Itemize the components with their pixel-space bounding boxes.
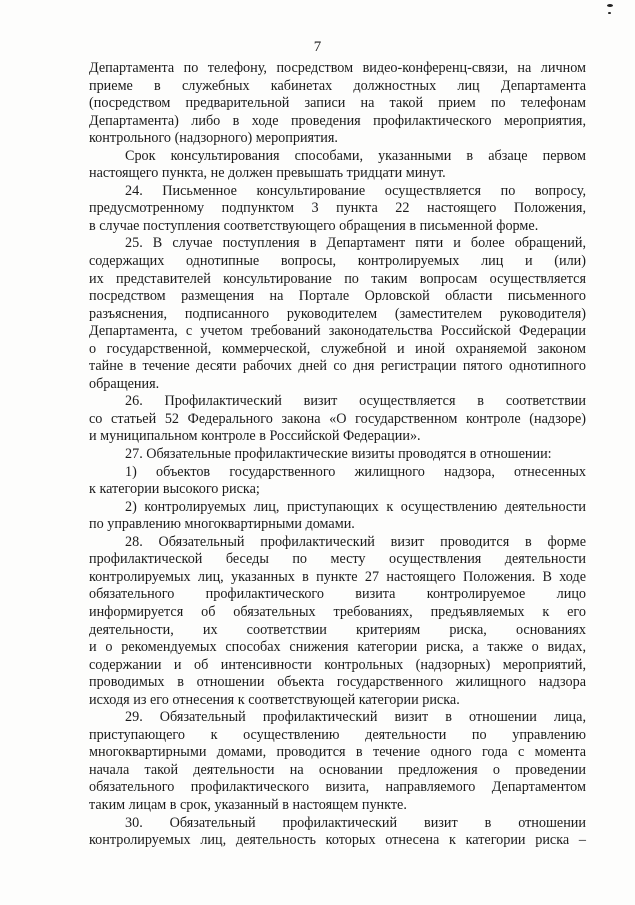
text-line: многоквартирными домами, проводится в течение одного года с момента bbox=[89, 744, 586, 761]
document-body bbox=[89, 60, 586, 850]
text-line: и о рекомендуемых способах снижения категории риска, а также о видах, bbox=[89, 639, 586, 656]
text-line: со статьей 52 Федерального закона «О государственном контроле (надзоре) bbox=[89, 410, 586, 427]
text-line: 24. Письменное консультирование осуществляется по вопросу, bbox=[125, 182, 586, 199]
text-line: по управлению многоквартирными домами. bbox=[89, 516, 355, 533]
text-line: Департамента) либо в ходе проведения профилактического мероприятия, bbox=[89, 112, 586, 129]
text-line: контролируемых лиц, указанных в пункте 27 настоящего Положения. В ходе bbox=[89, 568, 586, 585]
text-line: 26. Профилактический визит осуществляется в соответствии bbox=[125, 393, 586, 410]
text-line: таким лицам в срок, указанный в настоящем пункте. bbox=[89, 796, 407, 813]
scan-speck bbox=[607, 4, 613, 7]
text-line: 30. Обязательный профилактический визит в отношении bbox=[125, 814, 586, 831]
text-line: 25. В случае поступления в Департамент пяти и более обращений, bbox=[125, 235, 586, 252]
text-line: обязательного профилактического визита контролируемое лицо bbox=[89, 586, 586, 603]
scan-speck bbox=[608, 12, 611, 14]
text-line: обращения. bbox=[89, 375, 160, 392]
text-line: приеме в служебных кабинетах должностных лиц Департамента bbox=[89, 77, 586, 94]
text-line: Департамента, с учетом требований законодательства Российской Федерации bbox=[89, 323, 586, 340]
text-line: обязательного профилактического визита, направляемого Департаментом bbox=[89, 779, 586, 796]
text-line: к категории высокого риска; bbox=[89, 481, 260, 498]
text-line: (посредством предварительной записи на такой прием по телефонам bbox=[89, 95, 586, 112]
text-line: посредством размещения на Портале Орловской области письменного bbox=[89, 288, 586, 305]
text-line: 29. Обязательный профилактический визит в отношении лица, bbox=[125, 709, 586, 726]
text-line: Срок консультирования способами, указанными в абзаце первом bbox=[125, 147, 586, 164]
text-line: 28. Обязательный профилактический визит проводится в форме bbox=[125, 533, 586, 550]
text-line: контрольного (надзорного) мероприятия. bbox=[89, 130, 338, 147]
text-line: деятельности, их соответствии критериям риска, основаниях bbox=[89, 621, 586, 638]
text-line: контролируемых лиц, деятельность которых отнесена к категории риска – bbox=[89, 832, 586, 849]
text-line: информируется об обязательных требованиях, предъявляемых к его bbox=[89, 603, 586, 620]
text-line: 1) объектов государственного жилищного надзора, отнесенных bbox=[125, 463, 586, 480]
text-line: о государственной, коммерческой, служебной и иной охраняемой законом bbox=[89, 340, 586, 357]
text-line: настоящего пункта, не должен превышать тридцати минут. bbox=[89, 165, 446, 182]
text-line: проводимых в отношении объекта государственного жилищного надзора bbox=[89, 674, 586, 691]
text-line: исходя из его отнесения к соответствующей категории риска. bbox=[89, 691, 460, 708]
text-line: 27. Обязательные профилактические визиты проводятся в отношении: bbox=[125, 446, 552, 463]
text-line: разъяснения, подписанного руководителем (заместителем руководителя) bbox=[89, 305, 586, 322]
text-line: и муниципальном контроле в Российской Федерации». bbox=[89, 428, 421, 445]
text-line: содержащих однотипные вопросы, контролируемых лиц и (или) bbox=[89, 253, 586, 270]
text-line: в случае поступления соответствующего обращения в письменной форме. bbox=[89, 217, 539, 234]
text-line: профилактической беседы по месту осуществления деятельности bbox=[89, 551, 586, 568]
text-line: предусмотренному подпунктом 3 пункта 22 настоящего Положения, bbox=[89, 200, 586, 217]
text-line: Департамента по телефону, посредством видео-конференц-связи, на личном bbox=[89, 60, 586, 76]
text-line: приступающего к осуществлению деятельности по управлению bbox=[89, 726, 586, 743]
text-line: тайне в течение десяти рабочих дней со дня регистрации пятого однотипного bbox=[89, 358, 586, 375]
text-line: содержании и об интенсивности контрольных (надзорных) мероприятий, bbox=[89, 656, 586, 673]
text-line: начала такой деятельности на основании предложения о проведении bbox=[89, 761, 586, 778]
text-line: их представителей консультирование по таким вопросам осуществляется bbox=[89, 270, 586, 287]
page-number: 7 bbox=[313, 39, 322, 55]
text-line: 2) контролируемых лиц, приступающих к осуществлению деятельности bbox=[125, 498, 586, 515]
